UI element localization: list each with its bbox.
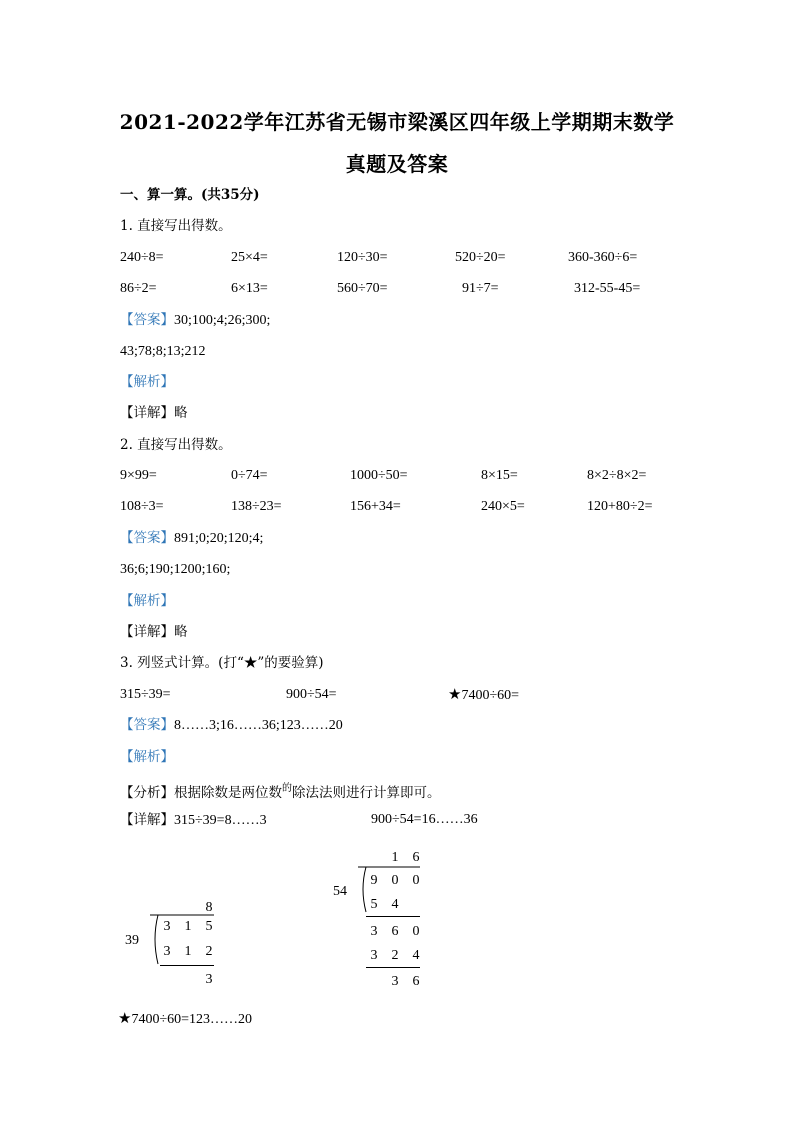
product-digit: 1 bbox=[184, 944, 192, 959]
q2-item: 1000÷50= bbox=[350, 468, 408, 483]
q1-item: 312-55-45= bbox=[574, 281, 641, 296]
q1-answer bbox=[120, 311, 270, 330]
detail-tag: 【详解】 bbox=[120, 405, 174, 421]
dividend-digit: 3 bbox=[163, 919, 171, 934]
q1-item: 360-360÷6= bbox=[568, 250, 638, 265]
dividend-digit: 9 bbox=[370, 873, 378, 888]
subtraction-line bbox=[366, 967, 420, 968]
product-digit: 2 bbox=[391, 948, 399, 963]
partial-digit: 0 bbox=[412, 924, 420, 939]
quotient-digit: 8 bbox=[205, 900, 213, 915]
dividend-digit: 1 bbox=[184, 919, 192, 934]
q2-item: 0÷74= bbox=[231, 468, 268, 483]
q1-answer-line2: 43;78;8;13;212 bbox=[120, 344, 206, 359]
q1-prompt: 1. 直接写出得数。 bbox=[120, 218, 232, 234]
star-icon: ★ bbox=[448, 687, 462, 703]
q3-problem-starred bbox=[448, 686, 519, 705]
section-heading: 一、算一算。(共35分) bbox=[120, 187, 260, 203]
answer-text: 8……3;16……36;123……20 bbox=[174, 718, 343, 733]
q3-problem: 900÷54= bbox=[286, 687, 337, 702]
fenxi-tag: 【分析】 bbox=[120, 785, 174, 801]
star-icon: ★ bbox=[118, 1011, 132, 1027]
q3-answer bbox=[120, 716, 343, 735]
quotient-digit: 1 bbox=[391, 850, 399, 865]
remainder-digit: 6 bbox=[412, 974, 420, 989]
answer-tag: 【答案】 bbox=[120, 530, 174, 546]
q1-item: 91÷7= bbox=[462, 281, 499, 296]
product-digit: 5 bbox=[370, 897, 378, 912]
detail-text: 7400÷60=123……20 bbox=[131, 1012, 253, 1027]
q1-analysis-tag: 【解析】 bbox=[120, 374, 174, 390]
q3-detail-3 bbox=[118, 1010, 252, 1029]
problem-text: 7400÷60= bbox=[461, 688, 520, 703]
remainder-digit: 3 bbox=[205, 972, 213, 987]
answer-text: 891;0;20;120;4; bbox=[174, 531, 264, 546]
q1-detail bbox=[120, 404, 188, 422]
q2-answer-line2: 36;6;190;1200;160; bbox=[120, 562, 231, 577]
q1-item: 240÷8= bbox=[120, 250, 164, 265]
remainder-digit: 3 bbox=[391, 974, 399, 989]
q3-detail-2: 900÷54=16……36 bbox=[371, 812, 478, 827]
q2-item: 8×15= bbox=[481, 468, 518, 483]
divisor: 54 bbox=[333, 884, 347, 899]
fenxi-superscript: 的 bbox=[282, 783, 292, 794]
divisor: 39 bbox=[125, 933, 139, 948]
q3-fenxi bbox=[120, 780, 441, 802]
detail-tag: 【详解】 bbox=[120, 812, 174, 828]
detail-tag: 【详解】 bbox=[120, 624, 174, 640]
q1-item: 6×13= bbox=[231, 281, 268, 296]
q2-analysis-tag: 【解析】 bbox=[120, 593, 174, 609]
dividend-digit: 0 bbox=[391, 873, 399, 888]
q2-item: 138÷23= bbox=[231, 499, 282, 514]
fenxi-text-b: 除法法则进行计算即可。 bbox=[292, 785, 441, 801]
partial-digit: 6 bbox=[391, 924, 399, 939]
q2-item: 8×2÷8×2= bbox=[587, 468, 647, 483]
q1-item: 560÷70= bbox=[337, 281, 388, 296]
q2-item: 108÷3= bbox=[120, 499, 164, 514]
subtraction-line bbox=[366, 916, 420, 917]
q2-prompt: 2. 直接写出得数。 bbox=[120, 437, 232, 453]
q3-analysis-tag: 【解析】 bbox=[120, 749, 174, 765]
fenxi-text: 根据除数是两位数 bbox=[174, 785, 282, 801]
q3-problem: 315÷39= bbox=[120, 687, 171, 702]
partial-digit: 3 bbox=[370, 924, 378, 939]
q1-item: 86÷2= bbox=[120, 281, 157, 296]
q3-prompt: 3. 列竖式计算。(打“★”的要验算) bbox=[120, 655, 324, 671]
answer-text: 30;100;4;26;300; bbox=[174, 313, 271, 328]
dividend-digit: 0 bbox=[412, 873, 420, 888]
q1-item: 25×4= bbox=[231, 250, 268, 265]
q1-item: 120÷30= bbox=[337, 250, 388, 265]
q2-answer bbox=[120, 529, 263, 548]
q2-item: 120+80÷2= bbox=[587, 499, 653, 514]
dividend-digit: 5 bbox=[205, 919, 213, 934]
product-digit: 2 bbox=[205, 944, 213, 959]
q1-item: 520÷20= bbox=[455, 250, 506, 265]
detail-text: 略 bbox=[174, 405, 188, 421]
document-title-line2: 真题及答案 bbox=[345, 152, 449, 176]
q2-item: 156+34= bbox=[350, 499, 401, 514]
quotient-digit: 6 bbox=[412, 850, 420, 865]
answer-tag: 【答案】 bbox=[120, 312, 174, 328]
detail-text: 略 bbox=[174, 624, 188, 640]
q2-item: 240×5= bbox=[481, 499, 525, 514]
q3-detail bbox=[120, 811, 267, 830]
document-title-line1: 2021-2022学年江苏省无锡市梁溪区四年级上学期期末数学 bbox=[119, 110, 675, 134]
product-digit: 4 bbox=[391, 897, 399, 912]
subtraction-line bbox=[160, 965, 214, 966]
product-digit: 4 bbox=[412, 948, 420, 963]
q2-item: 9×99= bbox=[120, 468, 157, 483]
detail-text: 315÷39=8……3 bbox=[174, 813, 267, 828]
answer-tag: 【答案】 bbox=[120, 717, 174, 733]
product-digit: 3 bbox=[370, 948, 378, 963]
q2-detail bbox=[120, 623, 188, 641]
product-digit: 3 bbox=[163, 944, 171, 959]
